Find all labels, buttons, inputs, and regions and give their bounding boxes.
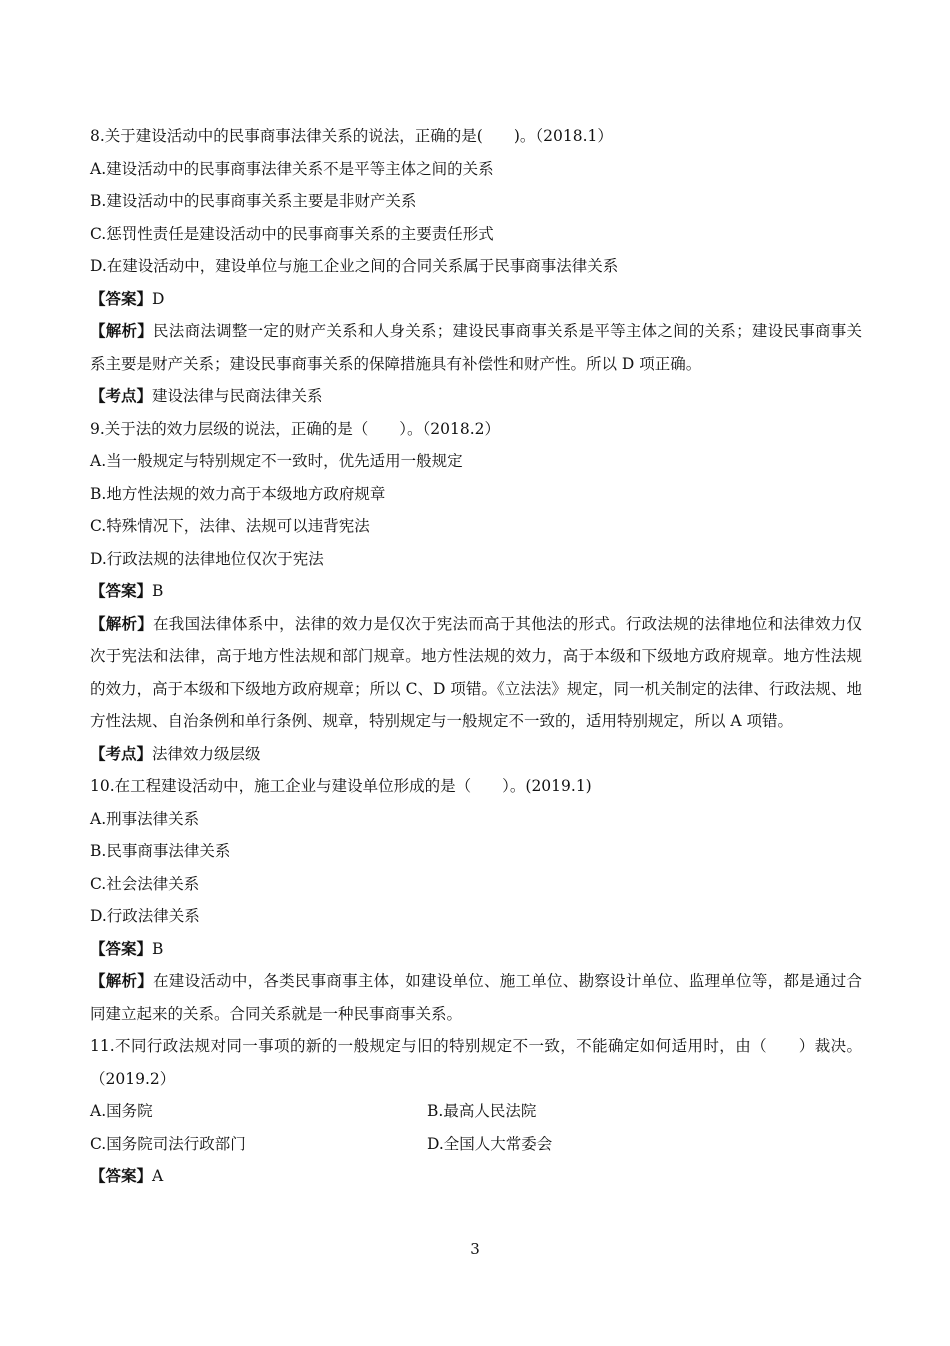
question-11-option-d: D.全国人大常委会 (427, 1134, 553, 1153)
question-8-option-b: B.建设活动中的民事商事关系主要是非财产关系 (90, 192, 417, 210)
answer-label: 【答案】 (90, 938, 153, 958)
question-10-option-d: D.行政法律关系 (90, 907, 200, 925)
question-8-answer (90, 283, 862, 316)
question-11-options-row-2 (90, 1128, 862, 1161)
question-9-point (90, 738, 862, 771)
question-10-stem: 10.在工程建设活动中，施工企业与建设单位形成的是（ ）。(2019.1) (90, 777, 592, 795)
analysis-text: 民法商法调整一定的财产关系和人身关系；建设民事商事关系是平等主体之间的关系；建设民事商事关系主要是财产关系；建设民事商事关系的保障措施具有补偿性和财产性。所以 D 项正确。 (90, 322, 862, 373)
question-11-answer (90, 1160, 862, 1193)
question-8-point (90, 380, 862, 413)
answer-label: 【答案】 (90, 581, 153, 600)
question-9-option-c: C.特殊情况下，法律、法规可以违背宪法 (90, 517, 370, 535)
answer-value: B (152, 582, 164, 600)
point-text: 法律效力级层级 (152, 744, 261, 763)
question-10-option-b: B.民事商事法律关系 (90, 842, 231, 860)
answer-value: D (152, 289, 165, 308)
question-8-analysis (90, 315, 862, 380)
analysis-text: 在建设活动中，各类民事商事主体，如建设单位、施工单位、勘察设计单位、监理单位等，都是通过合同建立起来的关系。合同关系就是一种民事商事关系。 (90, 972, 862, 1023)
question-10-answer (90, 933, 862, 966)
question-11-option-a: A.国务院 (90, 1102, 153, 1120)
answer-value: B (152, 939, 164, 958)
question-11-stem: 11.不同行政法规对同一事项的新的一般规定与旧的特别规定不一致，不能确定如何适用时，由（ ）裁决。（2019.2） (90, 1037, 862, 1088)
question-9-option-b: B.地方性法规的效力高于本级地方政府规章 (90, 484, 386, 503)
question-9-option-d: D.行政法规的法律地位仅次于宪法 (90, 549, 324, 568)
page-number: 3 (470, 1240, 480, 1258)
point-text: 建设法律与民商法律关系 (152, 387, 323, 405)
analysis-text: 在我国法律体系中，法律的效力是仅次于宪法而高于其他法的形式。行政法规的法律地位和法律效力仅次于宪法和法律，高于地方性法规和部门规章。地方性法规的效力，高于本级和下级地方政府规章。地方性法规的效力，高于本级和下级地方政府规章；所以 C、D 项错。《立法法》规定，同一机关制定的法律、行政法规、地方性法规、自治条例和单行条例、规章，特别规定与一般规定不一致的，适用特别规定，所以 A 项错。 (90, 614, 862, 730)
analysis-label: 【解析】 (90, 321, 154, 340)
question-8-option-a: A.建设活动中的民事商事法律关系不是平等主体之间的关系 (90, 159, 494, 178)
question-9-option-a: A.当一般规定与特别规定不一致时，优先适用一般规定 (90, 452, 463, 470)
question-8-option-d: D.在建设活动中，建设单位与施工企业之间的合同关系属于民事商事法律关系 (90, 257, 619, 275)
question-11-option-b: B.最高人民法院 (427, 1102, 537, 1120)
question-11-options-row-1 (90, 1095, 862, 1128)
point-label: 【考点】 (90, 386, 153, 405)
question-8-stem: 8.关于建设活动中的民事商事法律关系的说法，正确的是( )。（2018.1） (90, 127, 613, 145)
question-10-analysis (90, 965, 862, 1030)
answer-value: A (152, 1167, 164, 1185)
question-10-option-a: A.刑事法律关系 (90, 809, 200, 828)
analysis-label: 【解析】 (90, 971, 154, 990)
question-9-answer (90, 575, 862, 608)
question-9-analysis (90, 608, 862, 738)
question-11-option-c: C.国务院司法行政部门 (90, 1134, 246, 1153)
analysis-label: 【解析】 (90, 613, 154, 633)
answer-label: 【答案】 (90, 1166, 153, 1185)
answer-label: 【答案】 (90, 288, 153, 308)
question-9-stem: 9.关于法的效力层级的说法，正确的是（ ）。（2018.2） (90, 419, 501, 438)
point-label: 【考点】 (90, 743, 153, 763)
question-8-option-c: C.惩罚性责任是建设活动中的民事商事关系的主要责任形式 (90, 224, 494, 243)
document-page (90, 120, 862, 1193)
question-10-option-c: C.社会法律关系 (90, 874, 200, 893)
